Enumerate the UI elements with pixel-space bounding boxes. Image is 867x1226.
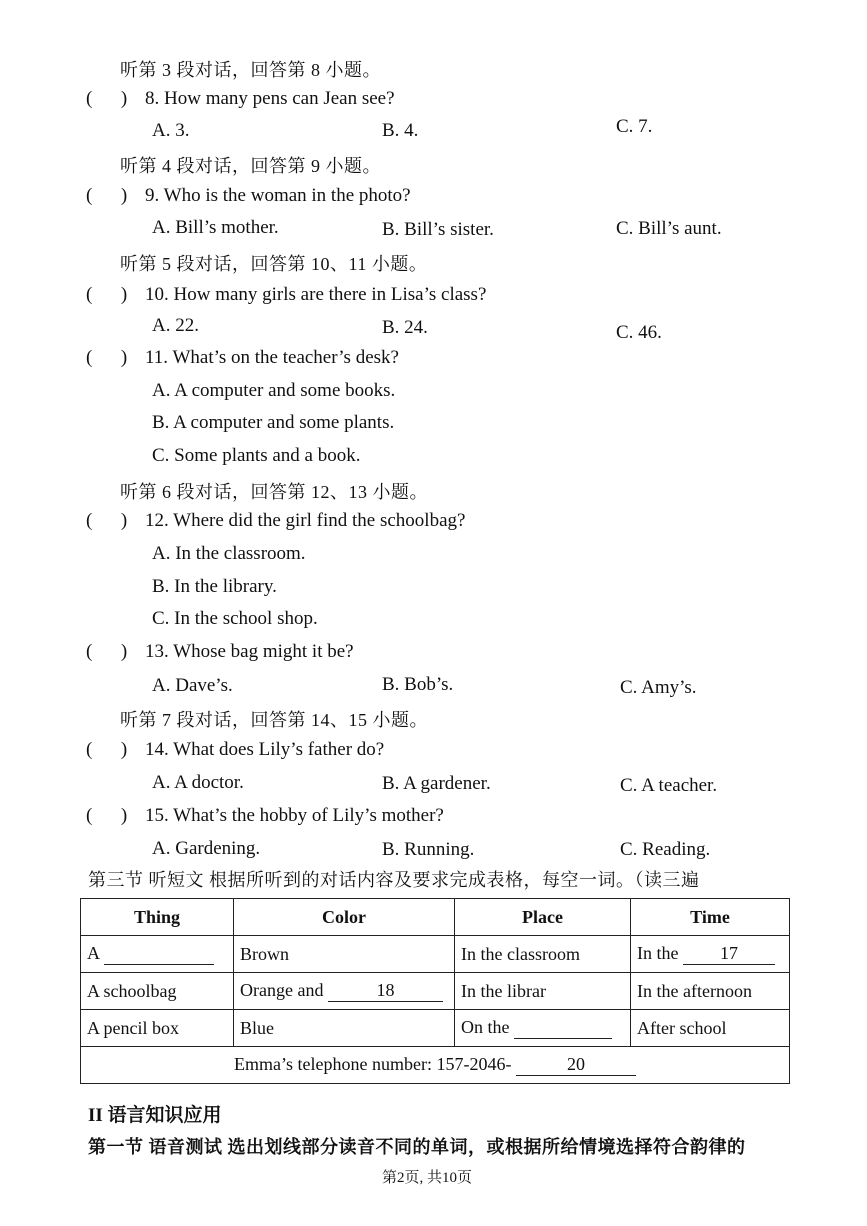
- answer-paren-10[interactable]: ( ): [86, 284, 128, 305]
- table-row: [81, 1010, 790, 1047]
- q10-option-a: A. 22.: [152, 315, 199, 336]
- dialog-7-instruction: 听第 7 段对话，回答第 14、15 小题。: [120, 710, 428, 730]
- q14-option-c: C. A teacher.: [620, 775, 718, 796]
- cell-time-1: In the 17: [631, 936, 790, 973]
- page-number: 第2页, 共10页: [382, 1170, 473, 1186]
- cell-thing-1: A: [81, 936, 234, 973]
- q8-option-a: A. 3.: [152, 120, 190, 141]
- answer-paren-11[interactable]: ( ): [86, 347, 128, 368]
- cell-time-2: In the afternoon: [631, 973, 790, 1010]
- q12-option-a: A. In the classroom.: [152, 543, 306, 564]
- cell-time-3: After school: [631, 1010, 790, 1047]
- cell-place-2: In the librar: [455, 973, 631, 1010]
- listening-table: [80, 898, 790, 1084]
- q10-option-b: B. 24.: [382, 317, 428, 338]
- answer-paren-13[interactable]: ( ): [86, 641, 128, 662]
- dialog-6-instruction: 听第 6 段对话，回答第 12、13 小题。: [120, 482, 428, 502]
- q8-option-c: C. 7.: [616, 116, 653, 137]
- answer-paren-14[interactable]: ( ): [86, 739, 128, 760]
- q15-option-c: C. Reading.: [620, 839, 711, 860]
- cell-thing-2: A schoolbag: [81, 973, 234, 1010]
- blank-16[interactable]: [104, 943, 214, 965]
- table-phone-row: [81, 1047, 790, 1084]
- cell-color-1: Brown: [234, 936, 455, 973]
- question-9: 9. Who is the woman in the photo?: [145, 185, 411, 206]
- table-row: [81, 973, 790, 1010]
- blank-20[interactable]: 20: [516, 1054, 636, 1076]
- header-time: Time: [631, 899, 790, 936]
- question-10: 10. How many girls are there in Lisa’s class?: [145, 284, 487, 305]
- q11-option-b: B. A computer and some plants.: [152, 412, 395, 433]
- q12-option-c: C. In the school shop.: [152, 608, 318, 629]
- q9-option-b: B. Bill’s sister.: [382, 219, 494, 240]
- q14-option-b: B. A gardener.: [382, 773, 491, 794]
- answer-paren-12[interactable]: ( ): [86, 510, 128, 531]
- blank-18[interactable]: 18: [328, 980, 443, 1002]
- header-color: Color: [234, 899, 455, 936]
- blank-19[interactable]: [514, 1017, 612, 1039]
- header-thing: Thing: [81, 899, 234, 936]
- question-14: 14. What does Lily’s father do?: [145, 739, 385, 760]
- table-row: [81, 936, 790, 973]
- answer-paren-9[interactable]: ( ): [86, 185, 128, 206]
- section-3-title: 第三节 听短文 根据所听到的对话内容及要求完成表格，每空一词。（读三遍: [88, 870, 700, 890]
- blank-17[interactable]: 17: [683, 943, 775, 965]
- question-8: 8. How many pens can Jean see?: [145, 88, 395, 109]
- dialog-3-instruction: 听第 3 段对话，回答第 8 小题。: [120, 60, 381, 80]
- q15-option-b: B. Running.: [382, 839, 475, 860]
- dialog-5-instruction: 听第 5 段对话，回答第 10、11 小题。: [120, 254, 428, 274]
- q11-option-c: C. Some plants and a book.: [152, 445, 361, 466]
- q12-option-b: B. In the library.: [152, 576, 277, 597]
- cell-color-2: Orange and 18: [234, 973, 455, 1010]
- q9-option-a: A. Bill’s mother.: [152, 217, 279, 238]
- dialog-4-instruction: 听第 4 段对话，回答第 9 小题。: [120, 156, 381, 176]
- part-2-title: II 语言知识应用: [88, 1105, 222, 1126]
- question-13: 13. Whose bag might it be?: [145, 641, 354, 662]
- answer-paren-8[interactable]: ( ): [86, 88, 128, 109]
- question-11: 11. What’s on the teacher’s desk?: [145, 347, 399, 368]
- cell-thing-3: A pencil box: [81, 1010, 234, 1047]
- cell-color-3: Blue: [234, 1010, 455, 1047]
- cell-place-3: On the: [455, 1010, 631, 1047]
- question-15: 15. What’s the hobby of Lily’s mother?: [145, 805, 444, 826]
- cell-phone: Emma’s telephone number: 157-2046- 20: [81, 1047, 790, 1084]
- answer-paren-15[interactable]: ( ): [86, 805, 128, 826]
- q15-option-a: A. Gardening.: [152, 838, 261, 859]
- q8-option-b: B. 4.: [382, 120, 419, 141]
- q13-option-c: C. Amy’s.: [620, 677, 697, 698]
- q14-option-a: A. A doctor.: [152, 772, 244, 793]
- header-place: Place: [455, 899, 631, 936]
- q13-option-a: A. Dave’s.: [152, 675, 233, 696]
- cell-place-1: In the classroom: [455, 936, 631, 973]
- table-header-row: [81, 899, 790, 936]
- q13-option-b: B. Bob’s.: [382, 674, 454, 695]
- q9-option-c: C. Bill’s aunt.: [616, 218, 722, 239]
- question-12: 12. Where did the girl find the schoolbag?: [145, 510, 466, 531]
- part-2-section-1: 第一节 语音测试 选出划线部分读音不同的单词，或根据所给情境选择符合韵律的: [88, 1137, 746, 1157]
- q11-option-a: A. A computer and some books.: [152, 380, 396, 401]
- q10-option-c: C. 46.: [616, 322, 662, 343]
